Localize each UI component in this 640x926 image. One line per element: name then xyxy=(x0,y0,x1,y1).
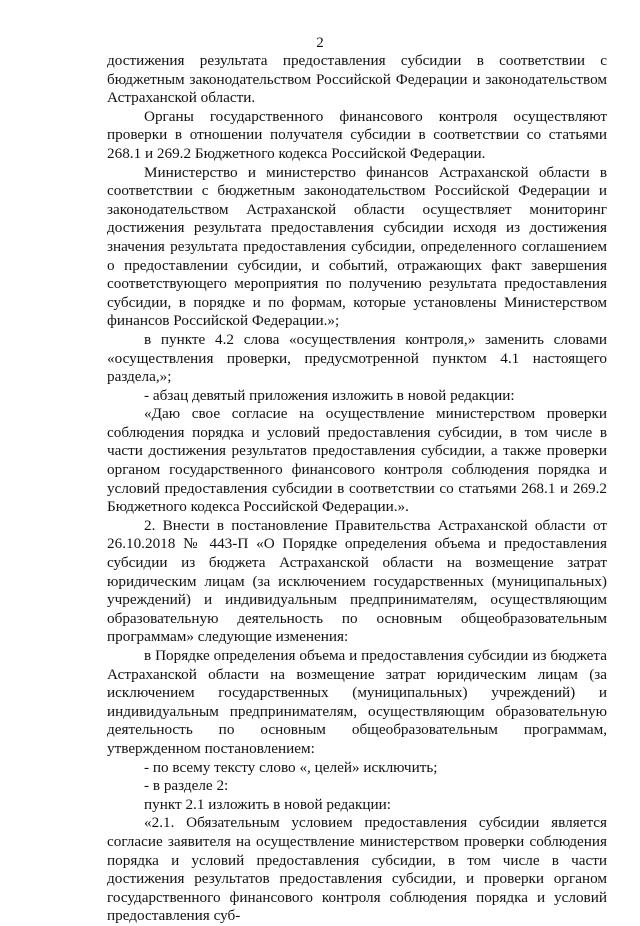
paragraph-1: достижения результата предоставления субсидии в соответствии с бюджетным законодательством Российской Федерации и законодательством Астраханской области. xyxy=(107,52,607,107)
paragraph-3: Министерство и министерство финансов Астраханской области в соответствии с бюджетным законодательством Российской Федерации и законодательством Астраханской области осуществляет мониторинг достижения результата предоставления субсидии исходя из достижения значения результата предоставления субсидии, определенного соглашением о предоставлении субсидии, и событий, отражающих факт завершения соответствующего мероприятия по получению результата предоставления субсидии, в порядке и по формам, которые установлены Министерством финансов Российской Федерации.»; xyxy=(107,163,607,330)
paragraph-7: 2. Внести в постановление Правительства Астраханской области от 26.10.2018 № 443-П «О Порядке определения объема и предоставления субсидии из бюджета Астраханской области на возмещение затрат юридическим лицам (за исключением государственных (муниципальных) учреждений) и индивидуальным предпринимателям, осуществляющим образовательную деятельность по основным общеобразовательным программам» следующие изменения: xyxy=(107,516,607,646)
paragraph-5: - абзац девятый приложения изложить в новой редакции: xyxy=(144,386,515,404)
paragraph-6: «Даю свое согласие на осуществление министерством проверки соблюдения порядка и условий предоставления субсидии, в том числе в части достижения результатов предоставления субсидии, а также проверки органом государственного финансового контроля соблюдения порядка и условий предоставления субсидии в соответствии со статьями 268.1 и 269.2 Бюджетного кодекса Российской Федерации.». xyxy=(107,405,607,516)
paragraph-2: Органы государственного финансового контроля осуществляют проверки в отношении получателя субсидии в соответствии со статьями 268.1 и 269.2 Бюджетного кодекса Российской Федерации. xyxy=(107,107,607,162)
paragraph-8: в Порядке определения объема и предоставления субсидии из бюджета Астраханской области на возмещение затрат юридическим лицам (за исключением государственных (муниципальных) учреждений) и индивидуальным предпринимателям, осуществляющим образовательную деятельность по основным общеобразовательным программам, утвержденном постановлением: xyxy=(107,647,607,757)
paragraph-12: «2.1. Обязательным условием предоставления субсидии является согласие заявителя на осуществление министерством проверки соблюдения порядка и условий предоставления субсидии, в том числе в части достижения результатов предоставления субсидии, и проверки органом государственного финансового контроля соблюдения порядка и условий предоставления суб- xyxy=(107,814,607,925)
document-body xyxy=(107,52,607,926)
page-number: 2 xyxy=(316,35,324,51)
paragraph-11: пункт 2.1 изложить в новой редакции: xyxy=(144,795,392,813)
paragraph-9: - по всему тексту слово «, целей» исключить; xyxy=(144,758,438,776)
paragraph-4: в пункте 4.2 слова «осуществления контроля,» заменить словами «осуществления проверки, предусмотренной пунктом 4.1 настоящего раздела,»; xyxy=(107,330,607,386)
paragraph-10: - в разделе 2: xyxy=(144,777,229,795)
